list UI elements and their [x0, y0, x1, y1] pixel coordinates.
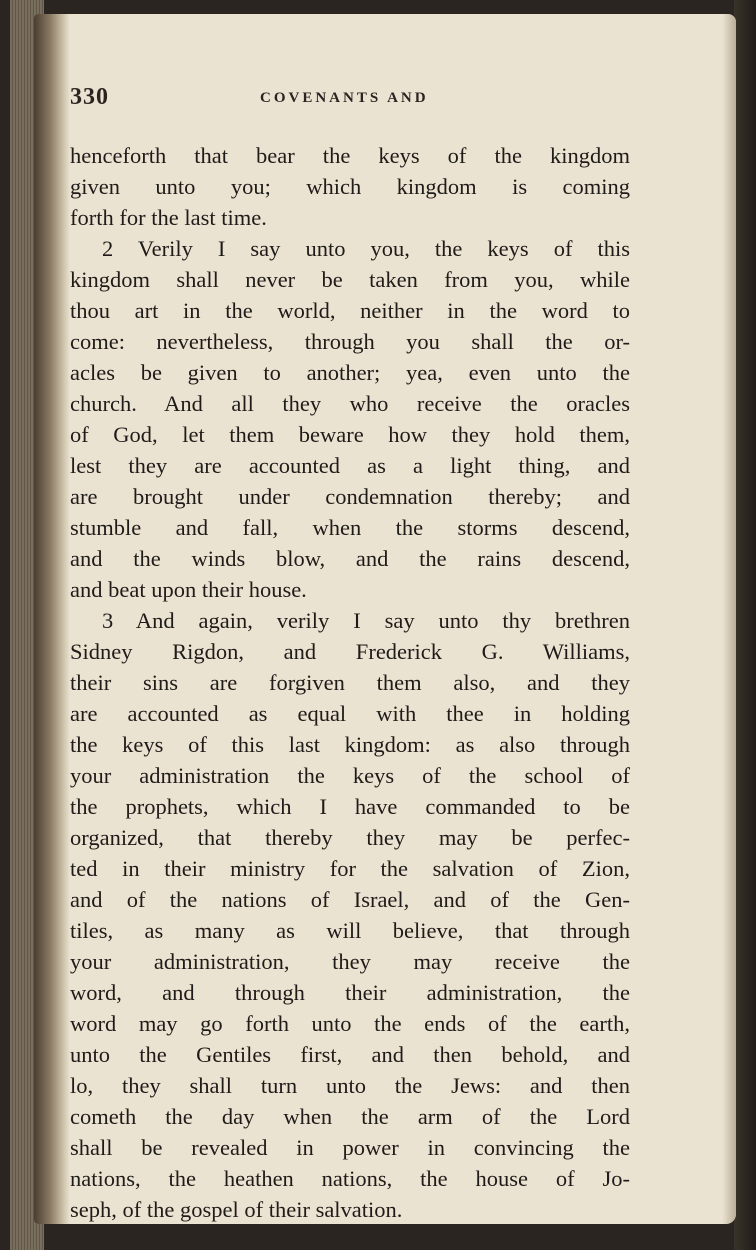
page-gutter-shadow [34, 14, 70, 1224]
text-line: seph, of the gospel of their salvation. [70, 1197, 403, 1222]
book-cover-edge [734, 0, 756, 1250]
running-head: COVENANTS AND [260, 90, 429, 106]
text-line: word, and through their administration, the [70, 980, 630, 1005]
page-header [70, 82, 630, 116]
text-line: their sins are forgiven them also, and they [70, 670, 630, 695]
verse-3-start: 3 And again, verily I say unto thy brethren [102, 608, 630, 633]
text-line: and the winds blow, and the rains descend, [70, 546, 630, 571]
text-line: forth for the last time. [70, 205, 267, 230]
text-line: church. And all they who receive the oracles [70, 391, 630, 416]
verse-2-start: 2 Verily I say unto you, the keys of this [102, 236, 630, 261]
text-line: lest they are accounted as a light thing, and [70, 453, 630, 478]
text-line: your administration, they may receive the [70, 949, 630, 974]
text-line: henceforth that bear the keys of the kingdom [70, 143, 630, 168]
text-line: and of the nations of Israel, and of the Gen- [70, 887, 630, 912]
text-line: given unto you; which kingdom is coming [70, 174, 630, 199]
text-line: word may go forth unto the ends of the earth, [70, 1011, 630, 1036]
page-number: 330 [70, 84, 109, 110]
text-line: come: nevertheless, through you shall the or- [70, 329, 630, 354]
text-line: ted in their ministry for the salvation of Zion, [70, 856, 630, 881]
body-text [70, 140, 630, 1225]
text-line: the keys of this last kingdom: as also through [70, 732, 630, 757]
text-line: and beat upon their house. [70, 577, 307, 602]
text-line: are accounted as equal with thee in holding [70, 701, 630, 726]
text-line: nations, the heathen nations, the house of Jo- [70, 1166, 630, 1191]
text-line: cometh the day when the arm of the Lord [70, 1104, 630, 1129]
text-line: organized, that thereby they may be perfec- [70, 825, 630, 850]
text-line: your administration the keys of the school of [70, 763, 630, 788]
text-line: tiles, as many as will believe, that through [70, 918, 630, 943]
page-edge-shadow [722, 14, 736, 1224]
text-line: lo, they shall turn unto the Jews: and then [70, 1073, 630, 1098]
text-line: thou art in the world, neither in the word to [70, 298, 630, 323]
text-line: are brought under condemnation thereby; and [70, 484, 630, 509]
text-line: Sidney Rigdon, and Frederick G. Williams, [70, 639, 630, 664]
text-line: acles be given to another; yea, even unto the [70, 360, 630, 385]
text-line: unto the Gentiles first, and then behold, and [70, 1042, 630, 1067]
text-line: shall be revealed in power in convincing the [70, 1135, 630, 1160]
text-line: of God, let them beware how they hold them, [70, 422, 630, 447]
text-line: kingdom shall never be taken from you, while [70, 267, 630, 292]
text-line: the prophets, which I have commanded to be [70, 794, 630, 819]
text-line: stumble and fall, when the storms descend, [70, 515, 630, 540]
